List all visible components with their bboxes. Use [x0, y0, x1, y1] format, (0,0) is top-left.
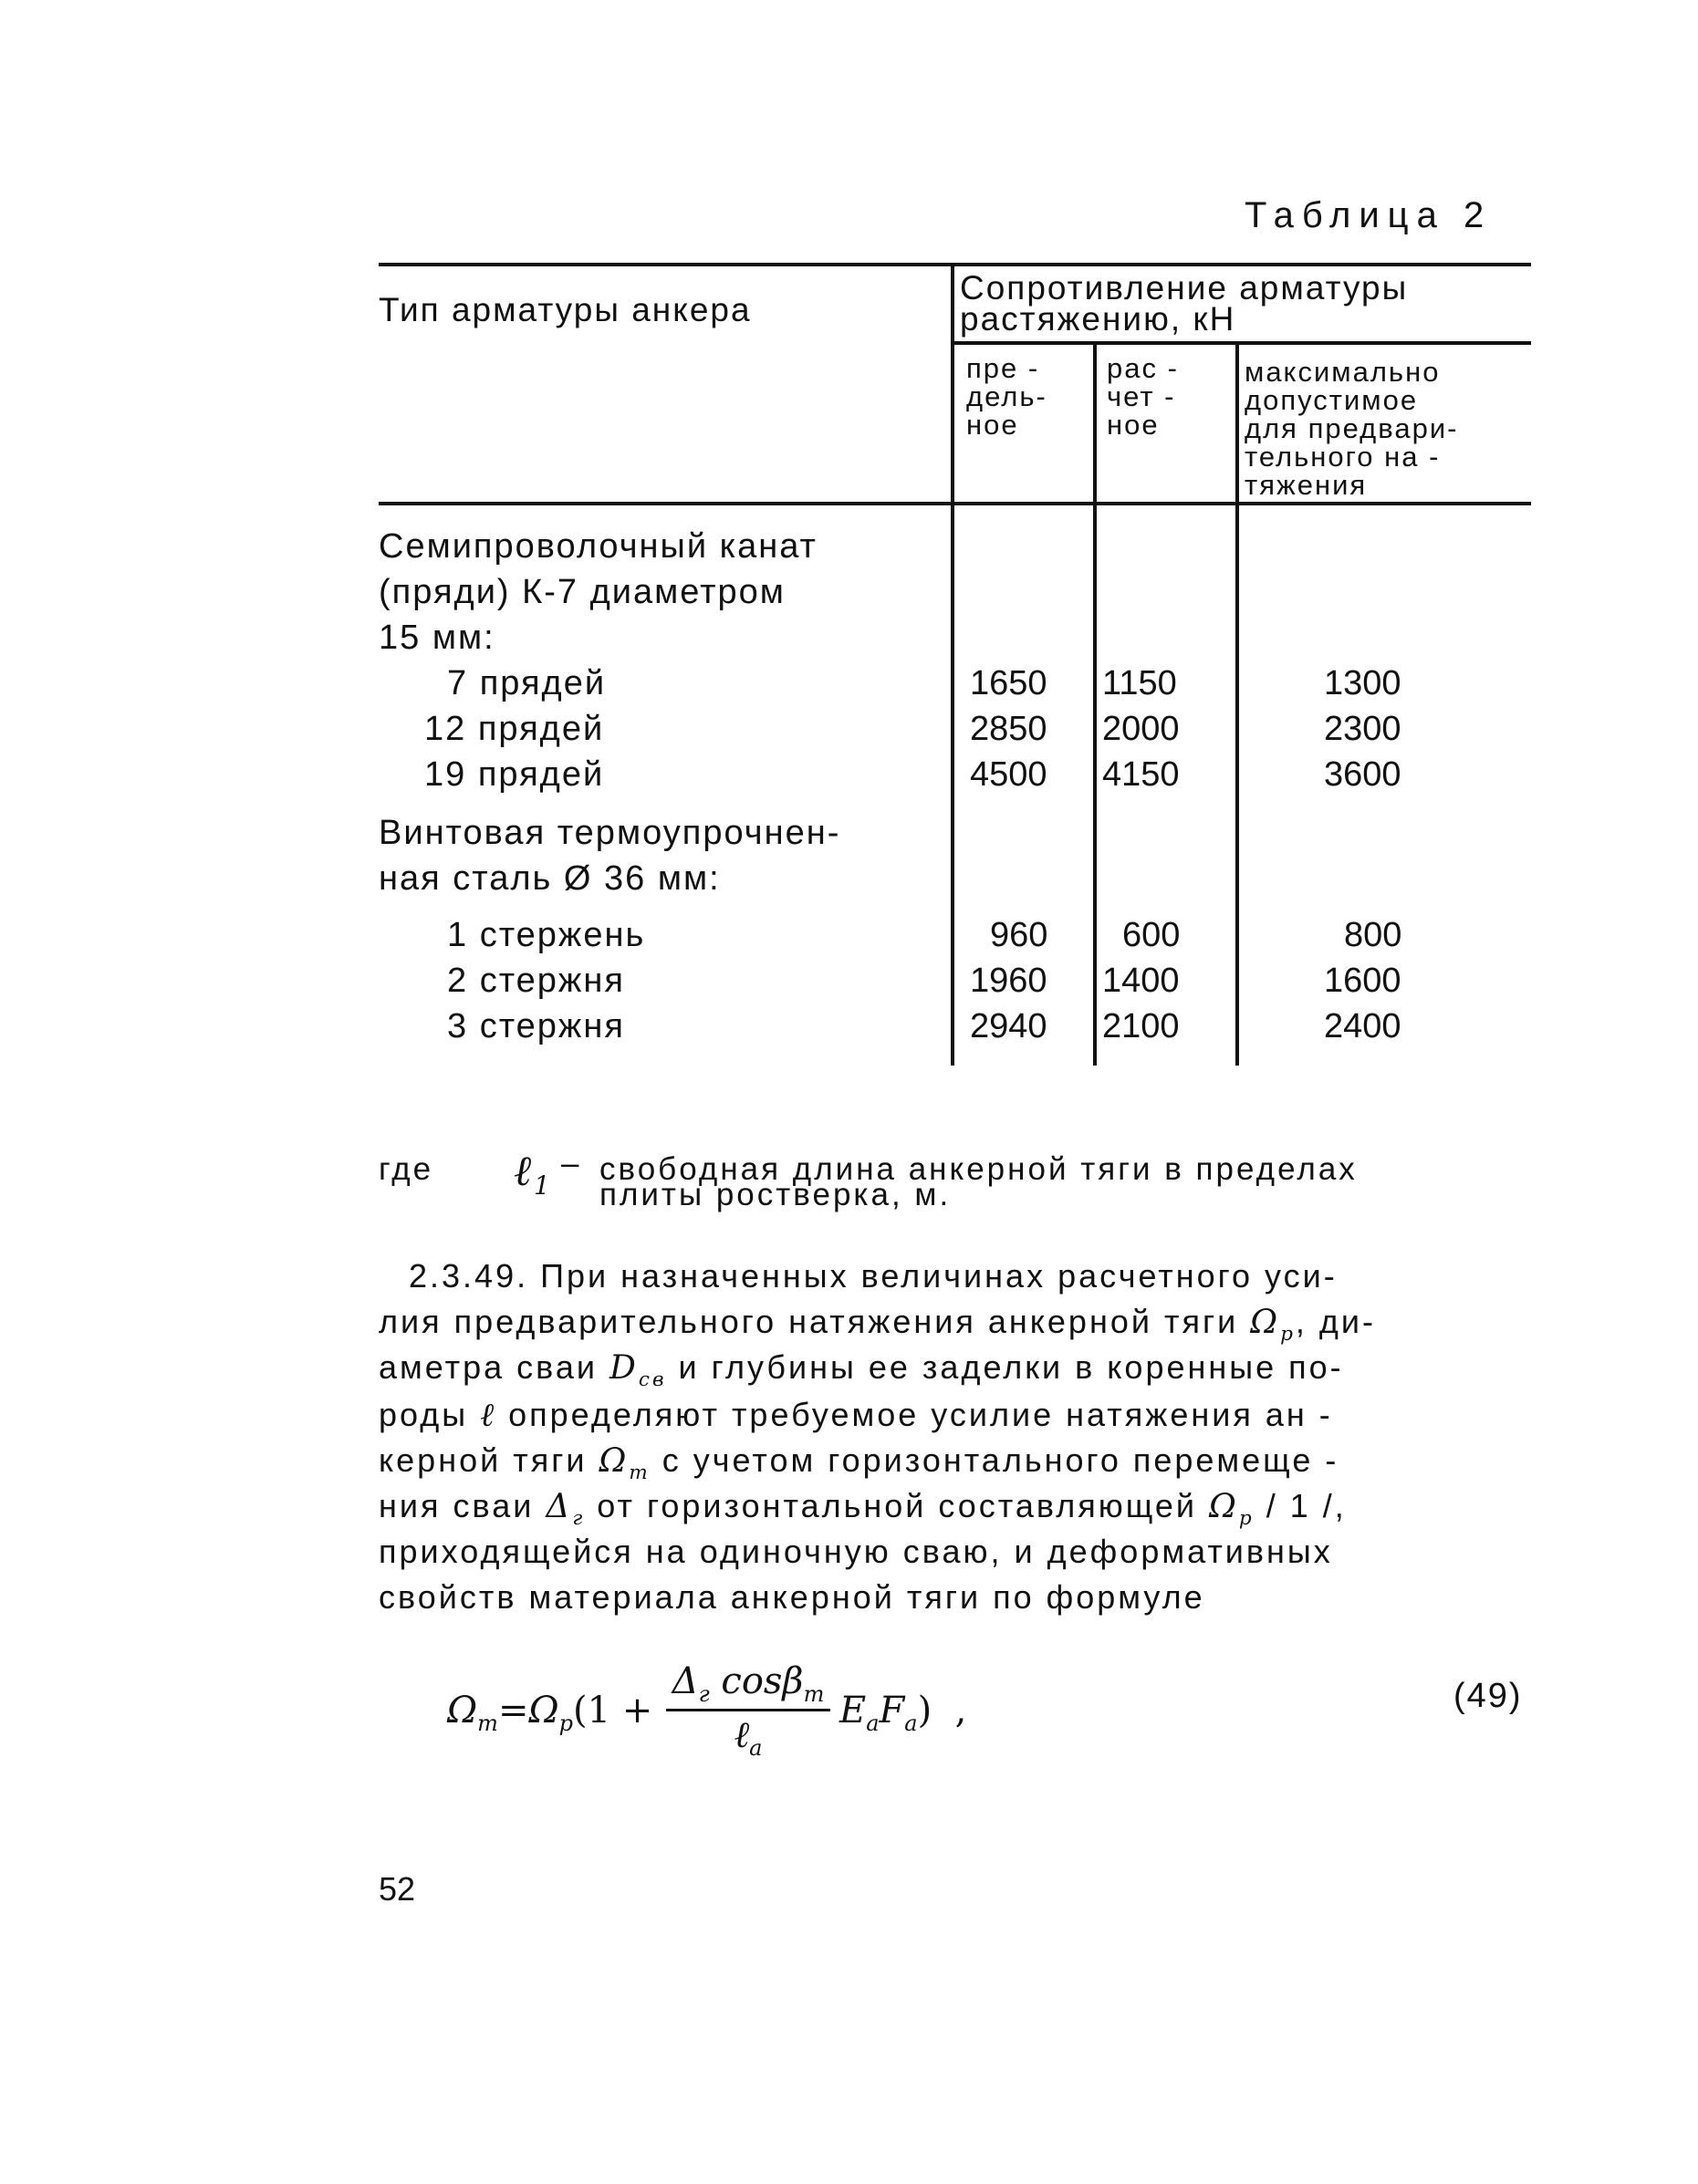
- row-limit-value: 1960: [970, 962, 1047, 1000]
- omega-t-char: Ω: [599, 1442, 630, 1480]
- omega-p-symbol: [1250, 1304, 1296, 1347]
- subheader-design-l1: рас -: [1107, 352, 1179, 384]
- fraction-numerator: [666, 1660, 830, 1707]
- pile-diameter-symbol: [609, 1349, 667, 1392]
- subheader-design-l2: чет -: [1107, 380, 1176, 412]
- para-line-4: [379, 1396, 1333, 1434]
- where-line1: свободная длина анкерной тяги в пределах: [599, 1151, 1358, 1187]
- row-label: 19 прядей: [424, 755, 605, 794]
- anchor-resistance-table: [379, 263, 1531, 1066]
- formula-close: ): [917, 1690, 932, 1732]
- d-char: D: [609, 1349, 639, 1387]
- formula-fraction: [666, 1660, 830, 1761]
- omega-p2-symbol: [1209, 1488, 1255, 1531]
- row-label: 1 стержень: [447, 916, 646, 954]
- group1-title-l3: 15 мм:: [379, 619, 495, 657]
- table-caption: Таблица 2: [1245, 195, 1493, 235]
- row-max-value: 1300: [1324, 664, 1401, 702]
- header-bottom-rule: [379, 502, 1531, 505]
- para-line-5-tail: с учетом горизонтального перемеще -: [650, 1441, 1339, 1479]
- formula-lhs-sub: т: [477, 1711, 498, 1736]
- row-limit-value: 960: [990, 916, 1048, 954]
- fraction-bar: [666, 1709, 830, 1711]
- subheader-max-l3: для предвари-: [1245, 412, 1459, 444]
- row-label: 3 стержня: [447, 1007, 625, 1045]
- para-line-3: [379, 1348, 1344, 1391]
- group2-title-l1: Винтовая термоупрочнен-: [379, 814, 841, 852]
- row-label: 2 стержня: [447, 962, 625, 1000]
- formula-rhs-sub: р: [558, 1711, 573, 1736]
- formula-lhs-char: Ω: [447, 1690, 478, 1732]
- para-line-5-text: керной тяги: [379, 1441, 599, 1479]
- row-limit-value: 4500: [970, 755, 1047, 794]
- row-max-value: 3600: [1324, 755, 1401, 794]
- where-word: где: [379, 1151, 434, 1187]
- row-design-value: 4150: [1102, 755, 1180, 794]
- free-length-symbol-char: ℓ: [514, 1146, 535, 1195]
- den-l-sub: a: [749, 1735, 763, 1761]
- header-resistance-line2: растяжению, кН: [960, 300, 1236, 338]
- row-max-value: 2300: [1324, 710, 1401, 748]
- para-line-2: [379, 1303, 1376, 1346]
- group1-title-l2: (пряди) К-7 диаметром: [379, 573, 786, 611]
- num-cos: cosβ: [721, 1660, 804, 1702]
- omega-t-symbol: [599, 1442, 651, 1485]
- para-line-4-tail: определяют требуемое усилие натяжения ан -: [496, 1396, 1333, 1433]
- num-delta-sub: г: [698, 1681, 710, 1707]
- header-resistance-line1: Сопротивление арматуры: [960, 269, 1409, 307]
- den-l: ℓ: [734, 1714, 750, 1756]
- omega-p2-sub: р: [1238, 1507, 1255, 1531]
- row-max-value: 800: [1344, 916, 1402, 954]
- formula-eq: =: [497, 1690, 529, 1732]
- num-delta: Δ: [672, 1660, 699, 1702]
- col-divider-1: [951, 263, 954, 1066]
- para-line-6: [379, 1487, 1347, 1530]
- row-max-value: 2400: [1324, 1007, 1401, 1045]
- formula-tail: [839, 1690, 966, 1736]
- subheader-max-l1: максимально: [1245, 356, 1441, 388]
- delta-sub: г: [572, 1507, 586, 1531]
- where-line2: плиты ростверка, м.: [599, 1177, 952, 1212]
- subheader-limit-l2: дель-: [966, 380, 1047, 412]
- equation-number: (49): [1453, 1677, 1523, 1715]
- group2-title-l2: ная сталь Ø 36 мм:: [379, 859, 721, 898]
- row-design-value: 1150: [1102, 664, 1177, 702]
- para-line-1: 2.3.49. При назначенных величинах расчетного уси-: [409, 1257, 1338, 1295]
- row-label: 7 прядей: [447, 664, 607, 702]
- row-design-value: 2100: [1102, 1007, 1180, 1045]
- subheader-limit-l1: пре -: [966, 352, 1040, 384]
- subheader-max-l4: тельного на -: [1245, 441, 1441, 473]
- subheader-limit-l3: ное: [966, 409, 1019, 441]
- formula-lhs: [447, 1690, 652, 1736]
- para-line-2-text: лия предварительного натяжения анкерной тяги: [379, 1303, 1251, 1340]
- group1-title-l1: Семипроволочный канат: [379, 527, 818, 566]
- row-design-value: 2000: [1102, 710, 1180, 748]
- delta-char: Δ: [546, 1488, 573, 1525]
- row-limit-value: 1650: [970, 664, 1047, 702]
- para-line-5: [379, 1441, 1339, 1484]
- header-anchor-type: Тип арматуры анкера: [379, 291, 752, 328]
- row-design-value: 600: [1122, 916, 1181, 954]
- para-line-6-text: ния сваи: [379, 1487, 547, 1524]
- para-line-6-tail: / 1 /,: [1254, 1487, 1347, 1524]
- row-max-value: 1600: [1324, 962, 1401, 1000]
- subheader-max-l5: тяжения: [1245, 469, 1368, 501]
- depth-symbol: ℓ: [480, 1397, 497, 1434]
- omega-char: Ω: [1250, 1304, 1281, 1341]
- col-divider-2: [1093, 341, 1097, 1066]
- formula-e-sub: a: [866, 1711, 880, 1736]
- subheader-design-l3: ное: [1107, 409, 1160, 441]
- page-number: 52: [379, 1870, 416, 1908]
- group-header-rule: [951, 341, 1531, 345]
- formula-f-sub: a: [904, 1711, 918, 1736]
- row-limit-value: 2850: [970, 710, 1047, 748]
- row-label: 12 прядей: [424, 710, 605, 748]
- row-design-value: 1400: [1102, 962, 1180, 1000]
- para-line-2-tail: , ди-: [1295, 1303, 1376, 1340]
- delta-g-symbol: [546, 1488, 586, 1531]
- formula-open: (1 +: [573, 1690, 653, 1732]
- subheader-max-l2: допустимое: [1245, 384, 1419, 416]
- d-sub: св: [638, 1368, 667, 1392]
- formula-f: F: [879, 1690, 905, 1732]
- para-line-8: свойств материала анкерной тяги по формуле: [379, 1578, 1205, 1616]
- omega-p2-char: Ω: [1209, 1488, 1239, 1525]
- formula-e: E: [839, 1690, 867, 1732]
- row-limit-value: 2940: [970, 1007, 1047, 1045]
- para-line-7: приходящейся на одиночную сваю, и деформативных: [379, 1533, 1333, 1570]
- free-length-symbol: [514, 1146, 553, 1201]
- table-top-rule: [379, 263, 1531, 266]
- col-divider-3: [1235, 341, 1239, 1066]
- para-line-3-text: аметра сваи: [379, 1348, 609, 1386]
- free-length-symbol-sub: 1: [534, 1170, 553, 1201]
- num-cos-sub: т: [803, 1681, 825, 1707]
- omega-t-sub: т: [629, 1461, 651, 1485]
- omega-sub: р: [1280, 1323, 1296, 1347]
- fraction-denominator: [666, 1713, 830, 1761]
- para-line-6-mid: от горизонтальной составляющей: [585, 1487, 1210, 1524]
- formula-rhs-char: Ω: [528, 1690, 559, 1732]
- where-dash: –: [561, 1146, 582, 1181]
- formula-comma: ,: [954, 1690, 967, 1732]
- para-line-3-tail: и глубины ее заделки в коренные по-: [666, 1348, 1344, 1386]
- para-line-4-text: роды: [379, 1396, 481, 1433]
